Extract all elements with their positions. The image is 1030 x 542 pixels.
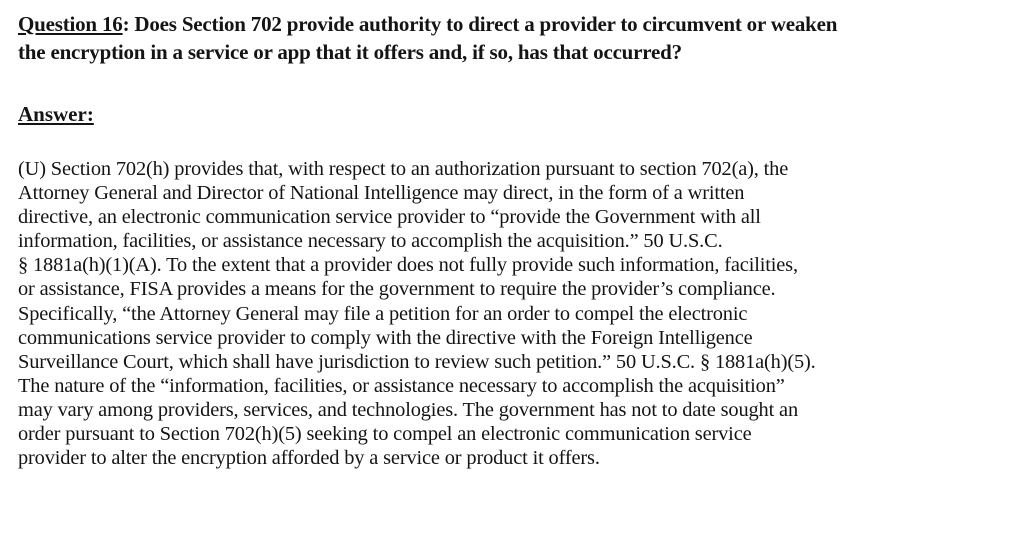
question-line: the encryption in a service or app that it offers and, if so, has that occurred? (18, 40, 682, 64)
answer-line: Surveillance Court, which shall have jurisdiction to review such petition.” 50 U.S.C. § 1881a(h)(5). (18, 350, 816, 373)
answer-heading: Answer: (18, 102, 94, 126)
question-text (18, 10, 1018, 66)
answer-line: (U) Section 702(h) provides that, with respect to an authorization pursuant to section 702(a), the (18, 158, 789, 180)
question-line: Does Section 702 provide authority to direct a provider to circumvent or weaken (134, 12, 838, 36)
answer-line: or assistance, FISA provides a means for the government to require the provider’s compliance. (18, 278, 776, 301)
answer-paragraph (18, 157, 1018, 470)
answer-line: Specifically, “the Attorney General may file a petition for an order to compel the electronic (18, 302, 748, 325)
document-page (18, 10, 1018, 470)
answer-line: The nature of the “information, facilities, or assistance necessary to accomplish the acquisition” (18, 374, 785, 397)
answer-line: may vary among providers, services, and technologies. The government has not to date sought an (18, 398, 798, 421)
answer-line: order pursuant to Section 702(h)(5) seeking to compel an electronic communication service (18, 423, 752, 446)
answer-line: communications service provider to comply with the directive with the Foreign Intelligence (18, 326, 753, 349)
answer-line: directive, an electronic communication service provider to “provide the Government with all (18, 206, 761, 229)
answer-line: § 1881a(h)(1)(A). To the extent that a provider does not fully provide such information, facilities, (18, 254, 798, 277)
question-label: Question 16 (18, 12, 123, 36)
answer-line: provider to alter the encryption afforded by a service or product it offers. (18, 447, 600, 470)
question-separator: : (122, 12, 135, 36)
answer-line: information, facilities, or assistance necessary to accomplish the acquisition.” 50 U.S.C. (18, 230, 723, 253)
answer-line: Attorney General and Director of National Intelligence may direct, in the form of a written (18, 182, 745, 205)
